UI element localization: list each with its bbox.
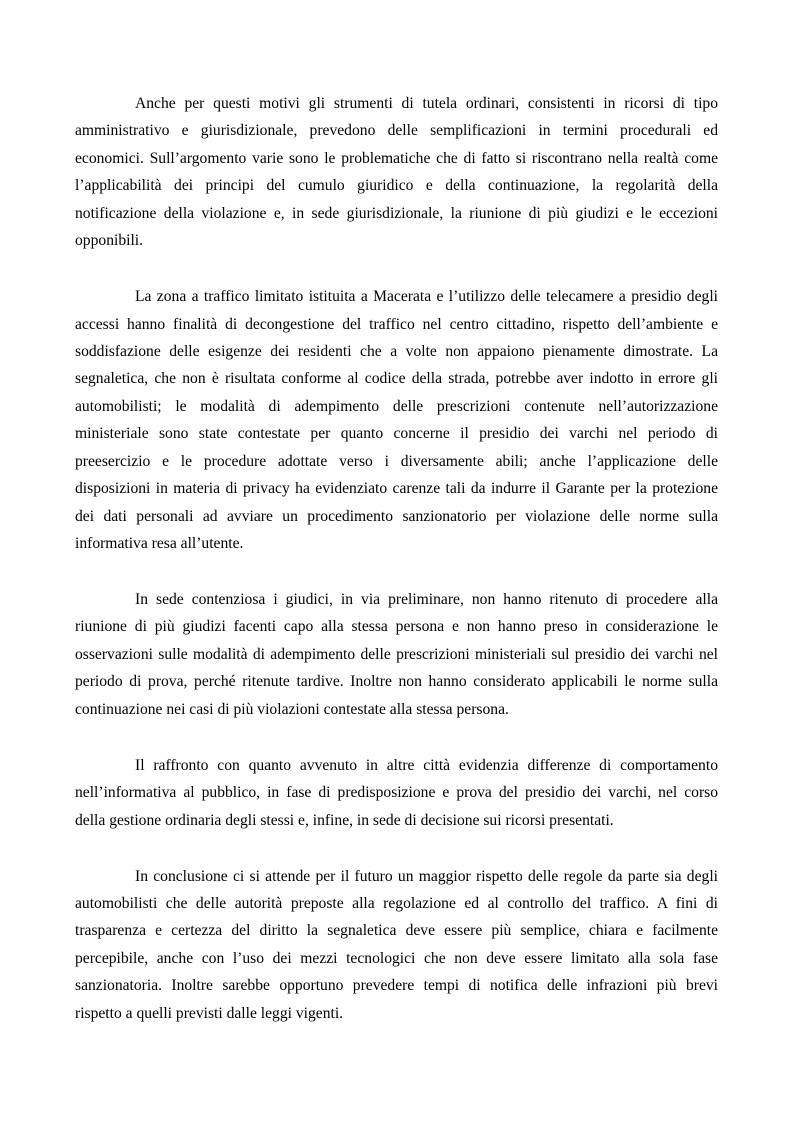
- text-line: soddisfazione delle esigenze dei residenti che a volte non appaiono pienamente dimostrate. La: [75, 343, 718, 360]
- text-line: notificazione della violazione e, in sede giurisdizionale, la riunione di più giudizi e le eccezioni: [75, 204, 718, 222]
- text-line: l’applicabilità dei principi del cumulo giuridico e della continuazione, la regolarità della: [75, 177, 718, 195]
- text-line: In sede contenziosa i giudici, in via preliminare, non hanno ritenuto di procedere alla: [135, 591, 718, 608]
- text-line: disposizioni in materia di privacy ha evidenziato carenze tali da indurre il Garante per la protezione: [75, 480, 718, 498]
- text-line: della gestione ordinaria degli stessi e, infine, in sede di decisione sui ricorsi presentati.: [75, 811, 614, 829]
- text-line: segnaletica, che non è risultata conforme al codice della strada, potrebbe aver indotto in errore gli: [75, 370, 718, 388]
- text-line: automobilisti che delle autorità preposte alla regolazione ed al controllo del traffico. A fini di: [75, 894, 718, 912]
- text-line: amministrativo e giurisdizionale, prevedono delle semplificazioni in termini procedurali ed: [75, 122, 718, 140]
- text-line: automobilisti; le modalità di adempimento delle prescrizioni contenute nell’autorizzazione: [75, 397, 718, 415]
- text-line: percepibile, anche con l’uso dei mezzi tecnologici che non deve essere limitato alla sola fase: [75, 949, 718, 967]
- text-line: economici. Sull’argomento varie sono le problematiche che di fatto si riscontrano nella realtà come: [75, 149, 718, 167]
- paragraph-2: [75, 283, 718, 557]
- text-line: preesercizio e le procedure adottate verso i diversamente abili; anche l’applicazione delle: [75, 452, 718, 470]
- text-line: In conclusione ci si attende per il futuro un maggior rispetto delle regole da parte sia degli: [135, 867, 718, 885]
- text-line: Il raffronto con quanto avvenuto in altre città evidenzia differenze di comportamento: [135, 756, 718, 774]
- text-line: La zona a traffico limitato istituita a Macerata e l’utilizzo delle telecamere a presidio degli: [135, 288, 718, 306]
- text-line: informativa resa all’utente.: [75, 535, 244, 553]
- text-line: trasparenza e certezza del diritto la segnaletica deve essere più semplice, chiara e facilmente: [75, 922, 718, 940]
- text-line: riunione di più giudizi facenti capo alla stessa persona e non hanno preso in considerazione le: [75, 618, 718, 636]
- text-line: continuazione nei casi di più violazioni contestate alla stessa persona.: [75, 700, 509, 718]
- text-line: opponibili.: [75, 232, 144, 250]
- text-line: accessi hanno finalità di decongestione del traffico nel centro cittadino, rispetto dell’ambiente e: [75, 315, 718, 333]
- text-line: Anche per questi motivi gli strumenti di tutela ordinari, consistenti in ricorsi di tipo: [135, 95, 718, 112]
- text-line: periodo di prova, perché ritenute tardive. Inoltre non hanno considerato applicabili le norme sulla: [75, 673, 718, 691]
- paragraph-4: [75, 752, 718, 834]
- text-line: sanzionatoria. Inoltre sarebbe opportuno prevedere tempi di notifica delle infrazioni più brevi: [75, 977, 718, 995]
- paragraph-1: [75, 90, 718, 255]
- paragraph-3: [75, 586, 718, 723]
- text-line: osservazioni sulle modalità di adempimento delle prescrizioni ministeriali sul presidio dei varchi nel: [75, 645, 718, 663]
- text-line: rispetto a quelli previsti dalle leggi vigenti.: [75, 1004, 344, 1022]
- text-line: dei dati personali ad avviare un procedimento sanzionatorio per violazione delle norme sulla: [75, 507, 718, 525]
- paragraph-5: [75, 863, 718, 1028]
- text-line: nell’informativa al pubblico, in fase di predisposizione e prova del presidio dei varchi, nel corso: [75, 784, 718, 802]
- document-body: [75, 90, 718, 1056]
- text-line: ministeriale sono state contestate per quanto concerne il presidio dei varchi nel periodo di: [75, 425, 718, 443]
